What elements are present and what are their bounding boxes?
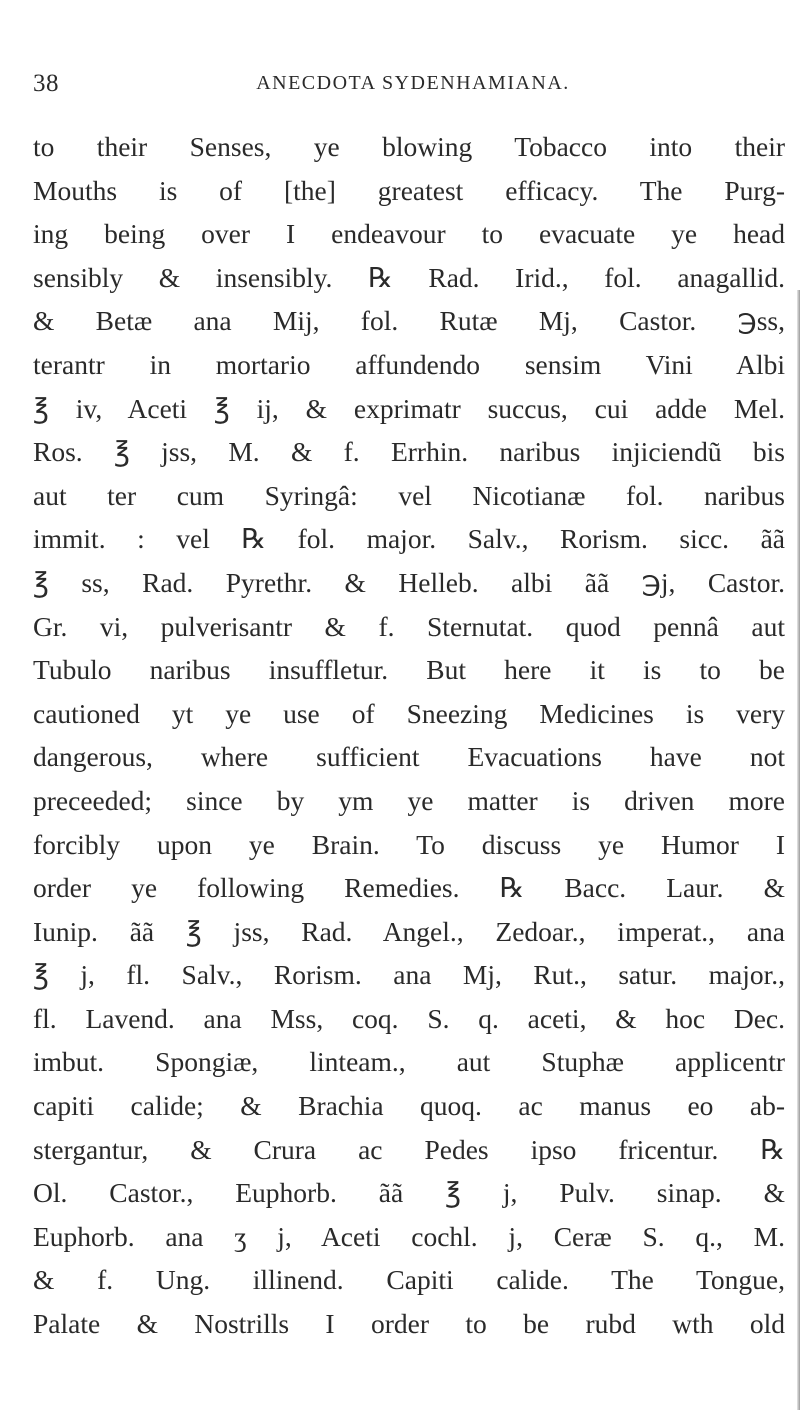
page-header [33, 70, 783, 110]
text-line: sensibly & insensibly. ℞ Rad. Irid., fol. anagallid. [33, 261, 785, 293]
text-line: ℥ ss, Rad. Pyrethr. & Helleb. albi ãã ℈j, Castor. [33, 566, 785, 598]
text-line: to their Senses, ye blowing Tobacco into their [33, 131, 785, 162]
text-line: Ros. ℥ jss, M. & f. Errhin. naribus injiciendũ bis [33, 436, 785, 468]
text-line: aut ter cum Syringâ: vel Nicotianæ fol. naribus [33, 479, 785, 511]
text-line: ℥ iv, Aceti ℥ ij, & exprimatr succus, cui adde Mel. [33, 392, 785, 424]
text-line: cautioned yt ye use of Sneezing Medicines is very [33, 697, 785, 729]
text-line: Palate & Nostrills I order to be rubd wth old [33, 1308, 785, 1340]
text-line: Ol. Castor., Euphorb. ãã ℥ j, Pulv. sinap. & [33, 1177, 785, 1209]
running-title: ANECDOTA SYDENHAMIANA. [256, 72, 570, 94]
body-text [33, 125, 785, 1346]
text-line: & f. Ung. illinend. Capiti calide. The Tongue, [33, 1264, 785, 1296]
text-line: imbut. Spongiæ, linteam., aut Stuphæ applicentr [33, 1046, 785, 1078]
text-line: capiti calide; & Brachia quoq. ac manus eo ab- [33, 1090, 785, 1122]
text-line: Tubulo naribus insuffletur. But here it is to be [33, 654, 785, 686]
text-line: fl. Lavend. ana Mss, coq. S. q. aceti, & hoc Dec. [33, 1002, 785, 1034]
text-line: ing being over I endeavour to evacuate ye head [33, 218, 785, 250]
text-line: terantr in mortario affundendo sensim Vini Albi [33, 348, 785, 380]
text-line: immit. : vel ℞ fol. major. Salv., Rorism. sicc. ãã [33, 523, 785, 555]
text-line: ℥ j, fl. Salv., Rorism. ana Mj, Rut., satur. major., [33, 959, 785, 991]
text-line: order ye following Remedies. ℞ Bacc. Laur. & [33, 872, 785, 904]
text-line: preceeded; since by ym ye matter is driven more [33, 784, 785, 816]
text-line: Mouths is of [the] greatest efficacy. The Purg- [33, 174, 785, 206]
text-line: & Betæ ana Mij, fol. Rutæ Mj, Castor. ℈ss, [33, 305, 785, 337]
page-number: 38 [33, 70, 59, 97]
text-line: Euphorb. ana ʒ j, Aceti cochl. j, Ceræ S. q., M. [33, 1220, 785, 1252]
text-line: stergantur, & Crura ac Pedes ipso fricentur. ℞ [33, 1133, 785, 1165]
text-line: Iunip. ãã ℥ jss, Rad. Angel., Zedoar., imperat., ana [33, 915, 785, 947]
text-line: dangerous, where sufficient Evacuations have not [33, 741, 785, 773]
text-line: forcibly upon ye Brain. To discuss ye Humor I [33, 828, 785, 860]
text-line: Gr. vi, pulverisantr & f. Sternutat. quod pennâ aut [33, 610, 785, 642]
